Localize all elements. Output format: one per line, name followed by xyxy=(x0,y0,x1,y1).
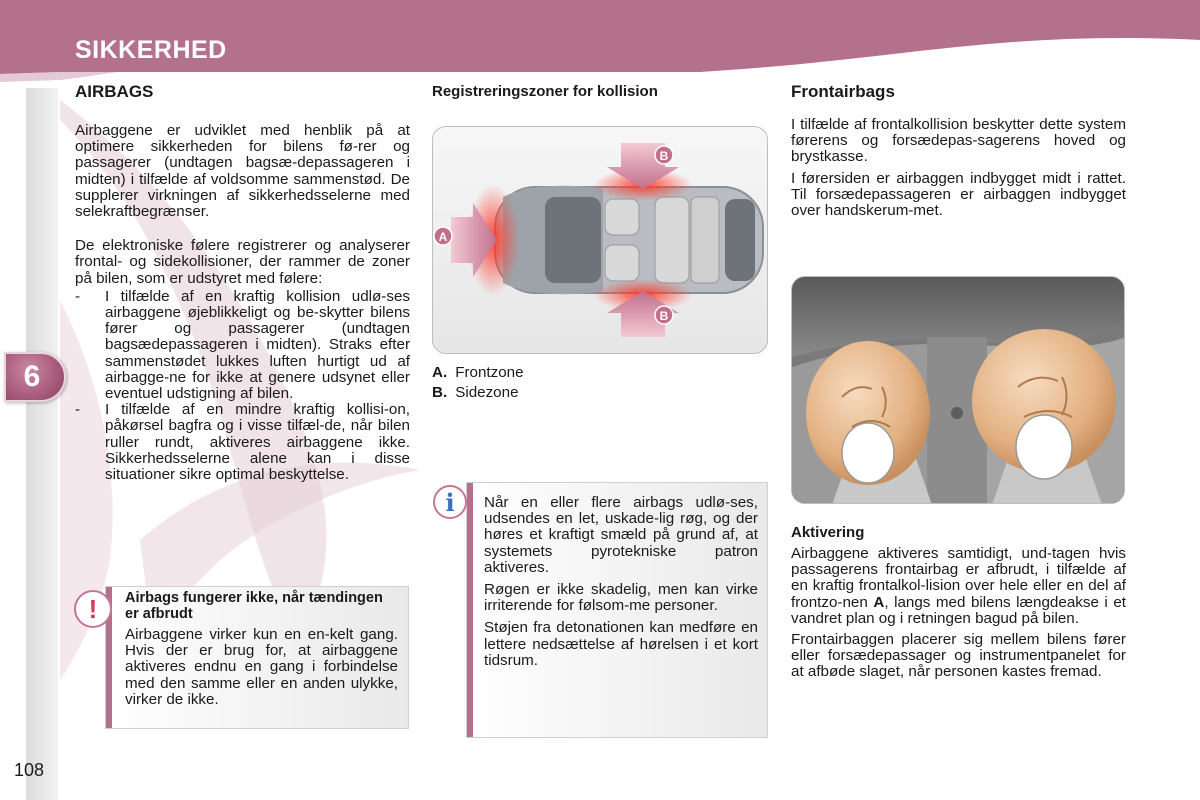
list-item-text: I tilfælde af en mindre kraftig kollisi-on, påkørsel bagfra og i visse tilfæl-de, når bilen ruller rundt, aktiveres airbaggene ikke. Sikkerhedsselerne alene kan i disse situationer sikre optimal beskyttelse. xyxy=(105,401,410,484)
section-title-frontairbags: Frontairbags xyxy=(791,82,895,101)
car-top-view-illustration xyxy=(433,127,768,354)
zone-label-b-bottom: B xyxy=(659,309,669,323)
legend-label: Sidezone xyxy=(455,384,519,401)
chapter-tab[interactable] xyxy=(4,352,66,402)
activation-paragraph-2: Frontairbaggen placerer sig mellem bilens fører eller forsædepassager og instrumentpanelet for at afbøde slaget, når personen kastes fremad. xyxy=(791,631,1126,681)
intro-paragraph: Airbaggene er udviklet med henblik på at optimere sikkerheden for bilens fø-rer og passagerer (undtagen bagsæ-depassageren i midten) i tilfælde af voldsomme sammenstød. De supplerer virkningen af sikkerhedsselerne med selekraftbegrænser. xyxy=(75,122,410,221)
legend-key: A. xyxy=(432,364,448,381)
figure-legend xyxy=(432,363,524,403)
activation-text-after: , langs med bilens længdeakse i et vandret plan og i retningen bagud på bilen. xyxy=(791,593,1126,627)
list-item xyxy=(75,289,410,402)
activation-paragraph xyxy=(791,546,1126,627)
zone-label-a: A xyxy=(438,230,448,244)
chapter-number: 6 xyxy=(23,360,41,393)
frontairbags-paragraph: I tilfælde af frontalkollision beskytter dette system førerens og forsædepas-sagerens hoved og brystkasse. xyxy=(791,116,1126,166)
info-paragraph: Støjen fra detonationen kan medføre en lettere nedsættelse af hørelsen i et kort tidsrum. xyxy=(484,619,758,669)
right-column-top xyxy=(791,82,1126,224)
page-number: 108 xyxy=(14,760,45,780)
collision-zones-figure xyxy=(432,126,768,354)
info-icon: i xyxy=(433,485,467,519)
activation-title: Aktivering xyxy=(791,524,865,541)
info-paragraph: Når en eller flere airbags udlø-ses, udsendes en let, uskade-lig røg, og der høres et kraftigt smæld på grund af, at systemets pyrotekniske patron aktiveres. xyxy=(484,494,758,576)
list-item-text: I tilfælde af en kraftig kollision udlø-ses airbaggene øjeblikkeligt og be-skytter bilens fører og passagerer (undtagen bagsædepassageren i midten). Straks efter sammenstødet lukkes luften hurtigt ud af airbagge-ne for ikke at genere udsynet eller eventuel udstigning af bilen. xyxy=(105,287,410,403)
deployed-airbags-illustration xyxy=(792,277,1125,504)
legend-item xyxy=(432,363,524,383)
info-text xyxy=(484,495,758,675)
legend-item xyxy=(432,383,524,403)
warning-title: Airbags fungerer ikke, når tændingen er afbrudt xyxy=(125,590,383,622)
activation-zone-letter: A xyxy=(873,593,885,611)
activation-text-before: Airbaggene aktiveres samtidigt, und-tagen hvis passagerens frontairbag er afbrudt, i tilfælde af en kraftig frontalkol-lision over hele eller en del af frontzo-nen xyxy=(791,545,1126,611)
list-item xyxy=(75,402,410,483)
info-box xyxy=(445,482,768,738)
page-title: SIKKERHED xyxy=(75,36,227,64)
exclamation-icon: ! xyxy=(74,590,112,628)
info-paragraph: Røgen er ikke skadelig, men kan virke irriterende for følsom-me personer. xyxy=(484,581,758,615)
sensors-paragraph: De elektroniske følere registrerer og analyserer frontal- og sidekollisioner, der rammer de zoner på bilen, som er udstyret med følere: xyxy=(75,237,410,287)
info-stripe xyxy=(467,483,473,737)
section-title-airbags: AIRBAGS xyxy=(75,82,154,101)
right-column-bottom xyxy=(791,524,1126,686)
side-margin-bar xyxy=(23,88,58,800)
left-column xyxy=(75,82,410,483)
warning-text: Airbaggene virker kun en en-kelt gang. Hvis der er brug for, at airbaggene aktiveres endnu en gang i forbindelse med den samme eller en anden ulykke, virker de ikke. xyxy=(125,626,398,708)
list-dash: - xyxy=(75,401,81,419)
list-dash: - xyxy=(75,287,81,305)
zone-label-b-top: B xyxy=(659,149,669,163)
bullet-list xyxy=(75,289,410,483)
frontairbags-paragraph: I førersiden er airbaggen indbygget midt i rattet. Til forsædepassageren er airbaggen indbygget over handskerum-met. xyxy=(791,169,1126,220)
front-airbags-figure xyxy=(791,276,1125,504)
collision-zones-title: Registreringszoner for kollision xyxy=(432,83,658,100)
warning-box xyxy=(88,586,409,729)
legend-key: B. xyxy=(432,384,448,401)
legend-label: Frontzone xyxy=(455,364,524,381)
